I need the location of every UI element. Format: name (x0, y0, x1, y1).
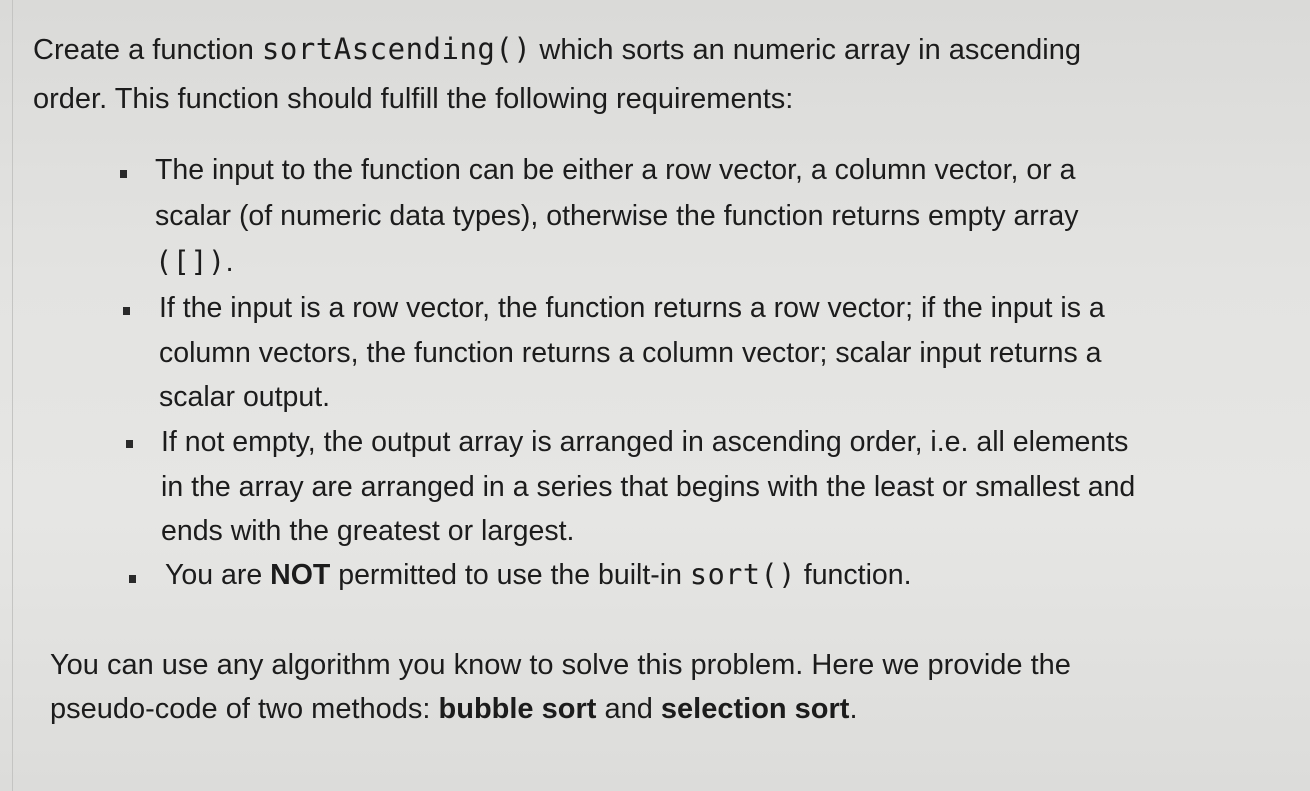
punctuation: . (849, 693, 858, 725)
function-name-code: sortAscending() (261, 32, 532, 66)
req3-line-1: If not empty, the output array is arranged in ascending order, i.e. all elements (161, 426, 1129, 458)
closing-text: pseudo-code of two methods: (50, 693, 439, 725)
req1-line-1: The input to the function can be either a row vector, a column vector, or a (155, 154, 1076, 186)
req2-line-1: If the input is a row vector, the function returns a row vector; if the input is a (159, 292, 1105, 324)
bullet-marker (123, 307, 130, 315)
req1-line-2: scalar (of numeric data types), otherwise the function returns empty array (155, 200, 1079, 232)
intro-line-1 (33, 32, 1081, 67)
sort-function-code: sort() (689, 558, 796, 591)
bullet-marker (129, 575, 136, 583)
req3-line-2: in the array are arranged in a series that begins with the least or smallest and (161, 471, 1136, 503)
closing-text: and (596, 693, 661, 725)
intro-text: Create a function (33, 34, 262, 66)
req2-line-2: column vectors, the function returns a column vector; scalar input returns a (159, 337, 1102, 369)
bullet-marker (120, 170, 127, 178)
intro-line-2: order. This function should fulfill the following requirements: (33, 83, 794, 115)
closing-line-2 (50, 692, 858, 726)
req1-line-3 (155, 245, 234, 279)
closing-line-1: You can use any algorithm you know to solve this problem. Here we provide the (50, 649, 1071, 681)
req4-text: You are (165, 559, 271, 591)
bubble-sort-term: bubble sort (438, 693, 597, 725)
selection-sort-term: selection sort (660, 693, 850, 725)
req4-line (165, 558, 912, 592)
req3-line-3: ends with the greatest or largest. (161, 515, 575, 547)
req4-text: function. (795, 559, 912, 591)
empty-array-code: ([]) (155, 245, 226, 278)
req2-line-3: scalar output. (159, 381, 331, 413)
intro-text: which sorts an numeric array in ascending (531, 34, 1081, 66)
bullet-marker (126, 440, 133, 448)
req4-text: permitted to use the built-in (330, 559, 690, 591)
emphasis-not: NOT (270, 559, 331, 591)
punctuation: . (225, 246, 234, 278)
